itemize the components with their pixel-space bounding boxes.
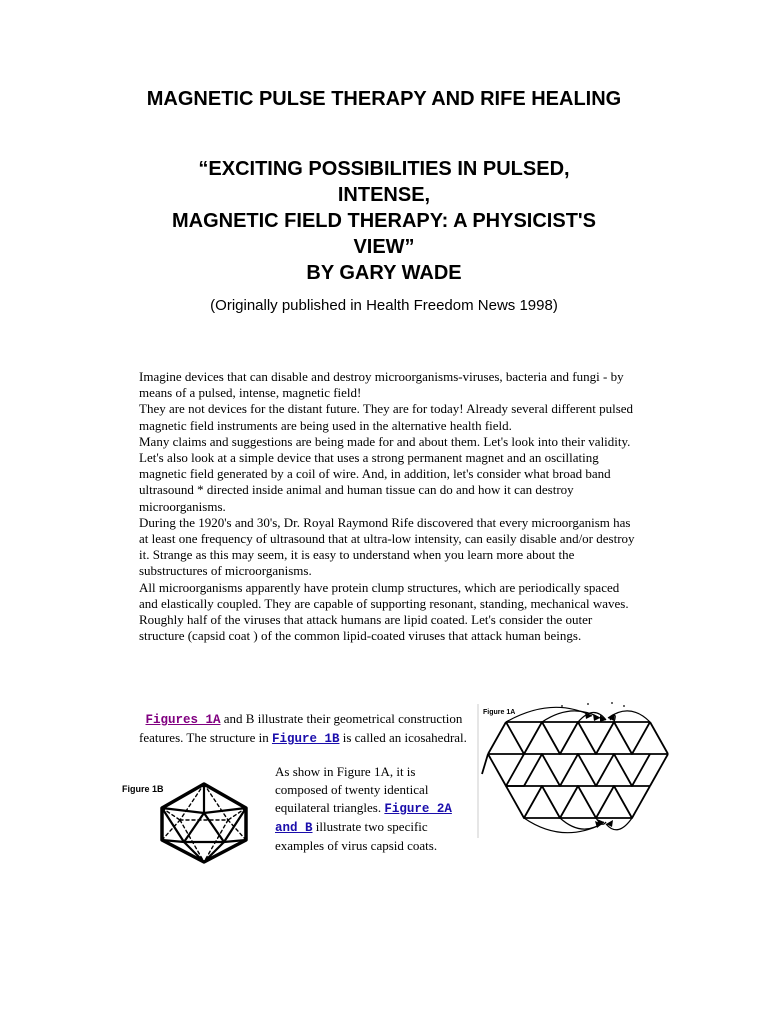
triangle-net-drawing	[482, 722, 668, 818]
figures-detail-paragraph	[275, 763, 470, 855]
author-line: BY GARY WADE	[306, 262, 462, 284]
subtitle-line: VIEW”	[353, 236, 415, 258]
publication-credit: (Originally published in Health Freedom News 1998)	[210, 297, 558, 314]
figures-text: is called an icosahedral.	[339, 730, 467, 745]
dot-marks	[561, 702, 625, 707]
figures-1a-link[interactable]: Figures 1A	[145, 713, 221, 727]
figure-2-link[interactable]: Figure 2A and B	[275, 802, 452, 835]
page-title: MAGNETIC PULSE THERAPY AND RIFE HEALING	[146, 88, 622, 110]
icosahedron-drawing	[162, 784, 246, 862]
figures-text: As show in Figure 1A, it is composed of twenty identical equilateral triangles.	[275, 764, 429, 815]
paragraph: Imagine devices that can disable and destroy microorganisms-viruses, bacteria and fungi - by means of a pulsed, intense, magnetic field!	[139, 369, 624, 401]
article-subtitle	[0, 156, 768, 286]
figure-1b-image	[118, 780, 268, 860]
figure-1a-label: Figure 1A	[483, 709, 516, 716]
article-body	[139, 369, 639, 644]
connection-arcs	[506, 707, 650, 832]
figure-1b-label: Figure 1B	[122, 784, 164, 794]
figure-1b-link[interactable]: Figure 1B	[271, 732, 340, 746]
figure-1a-image	[472, 698, 672, 848]
paragraph: Many claims and suggestions are being made for and about them. Let's look into their validity. Let's also look at a simple device that uses a strong permanent magnet and an oscillating magnetic field generated by a coil of wire. And, in addition, let's consider what broad band ultrasound * directed inside animal and human tissue can do and how it can destroy microorganisms.	[139, 433, 631, 514]
paragraph: During the 1920's and 30's, Dr. Royal Raymond Rife discovered that every microorganism has at least one frequency of ultrasound that at ultra-low intensity, can easily disable and/or destroy it. Strange as this may seem, it is easy to understand when you learn more about the substructures of microorganisms.	[139, 514, 635, 579]
figures-text: and B illustrate their geometrical construction features. The structure in	[139, 711, 463, 745]
paragraph: They are not devices for the distant future. They are for today! Already several different pulsed magnetic field instruments are being used in the alternative health field.	[139, 401, 634, 433]
figures-intro-paragraph	[139, 710, 479, 748]
paragraph: All microorganisms apparently have protein clump structures, which are periodically spaced and elastically coupled. They are capable of supporting resonant, standing, mechanical waves. Roughly half of the viruses that attack humans are lipid coated. Let's consider the outer structure (capsid coat ) of the common lipid-coated viruses that attack human beings.	[139, 579, 629, 644]
figures-text: illustrate two specific examples of virus capsid coats.	[275, 819, 438, 853]
subtitle-line: MAGNETIC FIELD THERAPY: A PHYSICIST'S	[171, 210, 597, 232]
subtitle-line: “EXCITING POSSIBILITIES IN PULSED,	[198, 158, 570, 180]
subtitle-line: INTENSE,	[337, 184, 431, 206]
